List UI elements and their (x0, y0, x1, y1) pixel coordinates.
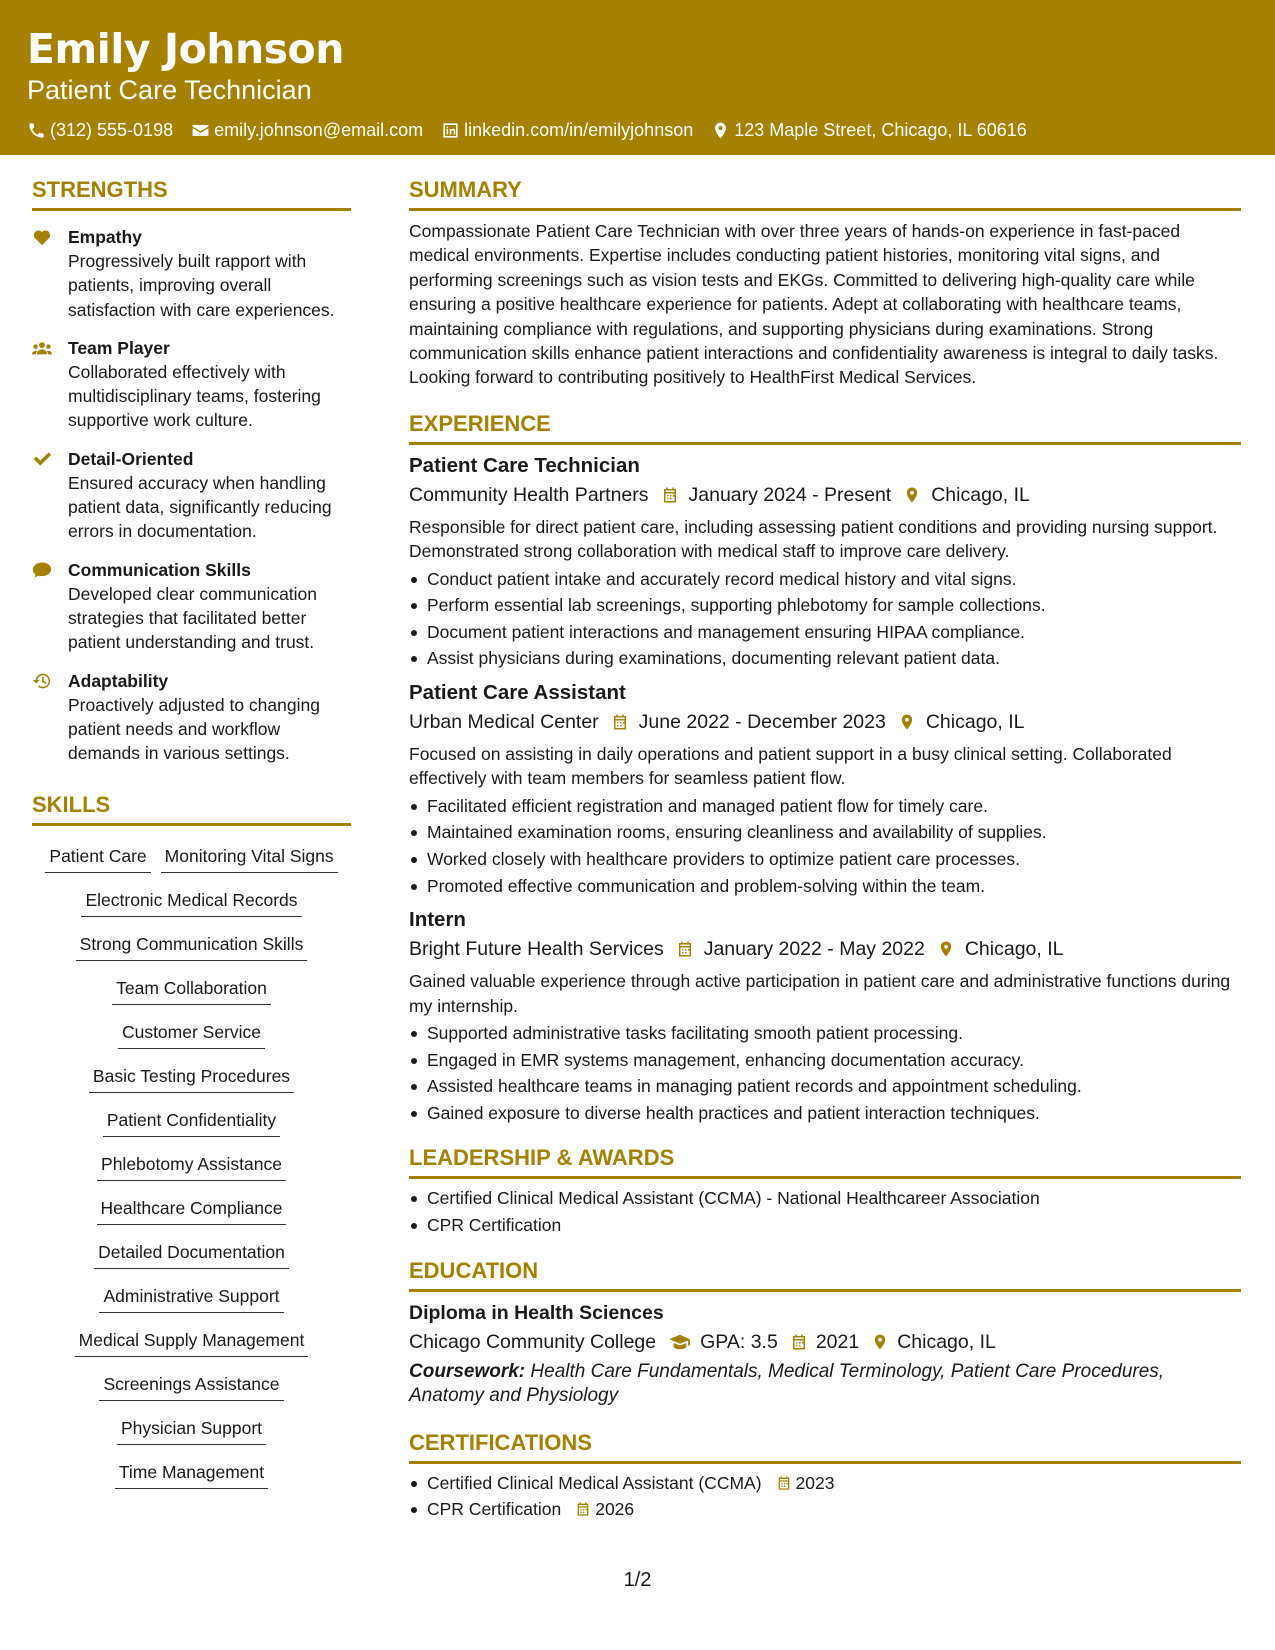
list-item: Certified Clinical Medical Assistant (CCMA) - National Healthcareer Association (409, 1185, 1241, 1212)
contact-bar (27, 118, 1248, 142)
skill-tag: Team Collaboration (112, 974, 271, 1005)
heart-icon (32, 228, 52, 246)
list-item: Promoted effective communication and problem-solving within the team. (409, 873, 1241, 900)
skills-list (32, 834, 351, 1494)
strengths-heading: STRENGTHS (32, 176, 351, 211)
skill-tag: Medical Supply Management (75, 1326, 309, 1357)
calendar-icon (676, 940, 694, 958)
strength-item (32, 225, 351, 322)
cert-name: CPR Certification (427, 1499, 562, 1520)
leadership-list (409, 1185, 1241, 1238)
email-link[interactable]: emily.johnson@email.com (214, 120, 424, 140)
job-bullets (409, 566, 1241, 672)
strength-item (32, 558, 351, 655)
strength-desc: Developed clear communication strategies that facilitated better patient understanding and trust. (68, 583, 318, 653)
education-heading: EDUCATION (409, 1257, 1241, 1292)
users-icon (32, 339, 52, 357)
list-item: Conduct patient intake and accurately record medical history and vital signs. (409, 566, 1241, 593)
cert-year: 2026 (595, 1499, 635, 1520)
contact-address (711, 118, 1027, 142)
job-entry (409, 680, 1241, 899)
skill-tag: Phlebotomy Assistance (97, 1150, 286, 1181)
calendar-icon (611, 713, 629, 731)
coursework (409, 1360, 1241, 1409)
skill-tag: Customer Service (118, 1018, 265, 1049)
cert-year: 2023 (795, 1472, 835, 1493)
job-description: Gained valuable experience through active participation in patient care and administrative functions during my internship. (409, 971, 1231, 1016)
list-item: Worked closely with healthcare providers to optimize patient care processes. (409, 846, 1241, 873)
job-description: Responsible for direct patient care, including assessing patient conditions and providing nursing support. Demonstrated strong collaboration with medical staff to improve care delivery. (409, 516, 1218, 562)
map-pin-icon (871, 1333, 889, 1351)
job-company: Bright Future Health Services (409, 938, 664, 961)
list-item: Document patient interactions and management ensuring HIPAA compliance. (409, 619, 1241, 646)
strength-item (32, 447, 351, 544)
skill-tag: Strong Communication Skills (76, 930, 308, 961)
list-item: Facilitated efficient registration and managed patient flow for timely care. (409, 793, 1241, 820)
job-meta (409, 935, 1241, 963)
list-item (409, 1470, 1241, 1497)
contact-phone (27, 118, 173, 142)
phone-icon (27, 121, 46, 140)
left-column (32, 176, 351, 1494)
skill-tag: Administrative Support (99, 1282, 283, 1313)
job-title: Intern (409, 908, 466, 932)
map-pin-icon (898, 713, 916, 731)
skill-tag: Electronic Medical Records (81, 886, 301, 917)
school-location: Chicago, IL (897, 1330, 996, 1353)
list-item: CPR Certification (409, 1212, 1241, 1239)
job-bullets (409, 1020, 1241, 1126)
summary-text: Compassionate Patient Care Technician with over three years of hands-on experience in fast-paced medical environments. Expertise includes conducting patient histories, monitoring vital signs, and performing screenings such as vision tests and EKGs. Committed to delivering high-quality care while ensuring a positive healthcare experience for patients. Adept at collaborating with healthcare teams, maintaining compliance with regulations, and supporting physicians during examinations. Strong communication skills enhance patient interactions and confidentiality awareness is integral to daily tasks. Looking forward to contributing positively to HealthFirst Medical Services. (409, 221, 1219, 388)
job-meta (409, 481, 1241, 509)
leadership-heading: LEADERSHIP & AWARDS (409, 1144, 1241, 1179)
calendar-icon (790, 1333, 808, 1351)
job-title: Patient Care Assistant (409, 681, 626, 705)
strength-item (32, 669, 351, 766)
linkedin-link[interactable]: linkedin.com/in/emilyjohnson (464, 120, 694, 140)
resume-header (0, 0, 1275, 155)
job-description: Focused on assisting in daily operations and patient support in a busy clinical setting. Collaborated effectively with team members for seamless patient flow. (409, 744, 1172, 789)
strength-title: Team Player (68, 337, 170, 358)
list-item: Assisted healthcare teams in managing patient records and appointment scheduling. (409, 1073, 1241, 1100)
strength-desc: Progressively built rapport with patients, improving overall satisfaction with care experiences. (68, 251, 335, 320)
map-pin-icon (711, 121, 730, 140)
skill-tag: Patient Care (45, 842, 150, 873)
list-item: Gained exposure to diverse health practices and patient interaction techniques. (409, 1100, 1241, 1127)
strength-desc: Proactively adjusted to changing patient needs and workflow demands in various settings. (68, 694, 320, 764)
education-meta (409, 1328, 1241, 1356)
job-dates: January 2022 - May 2022 (703, 938, 925, 961)
list-item: Engaged in EMR systems management, enhancing documentation accuracy. (409, 1047, 1241, 1074)
skill-tag: Time Management (115, 1458, 268, 1489)
job-bullets (409, 793, 1241, 899)
strength-title: Adaptability (68, 670, 169, 691)
skill-tag: Patient Confidentiality (103, 1106, 280, 1137)
job-title: Patient Care Technician (409, 453, 640, 477)
skill-tag: Healthcare Compliance (97, 1194, 287, 1225)
skill-tag: Basic Testing Procedures (89, 1062, 294, 1093)
contact-email[interactable] (191, 118, 423, 142)
strength-title: Communication Skills (68, 559, 251, 580)
strength-desc: Collaborated effectively with multidisciplinary teams, fostering supportive work culture. (68, 361, 321, 431)
candidate-role: Patient Care Technician (27, 75, 312, 105)
cert-name: Certified Clinical Medical Assistant (CCMA) (427, 1472, 762, 1493)
job-company: Community Health Partners (409, 483, 649, 506)
gpa: GPA: 3.5 (700, 1330, 778, 1353)
degree-title: Diploma in Health Sciences (409, 1301, 664, 1324)
job-entry (409, 907, 1241, 1126)
list-item: Assist physicians during examinations, documenting relevant patient data. (409, 645, 1241, 672)
skill-tag: Screenings Assistance (99, 1370, 283, 1401)
address-text: 123 Maple Street, Chicago, IL 60616 (734, 120, 1027, 140)
summary-heading: SUMMARY (409, 176, 1241, 211)
right-column (409, 176, 1241, 1523)
list-item: Supported administrative tasks facilitating smooth patient processing. (409, 1020, 1241, 1047)
map-pin-icon (903, 486, 921, 504)
calendar-icon (575, 1501, 591, 1517)
candidate-name: Emily Johnson (27, 25, 344, 73)
coursework-text: Health Care Fundamentals, Medical Terminology, Patient Care Procedures, Anatomy and Physiology (409, 1360, 1165, 1407)
check-icon (32, 450, 52, 468)
job-dates: January 2024 - Present (688, 483, 892, 506)
skill-tag: Monitoring Vital Signs (161, 842, 338, 873)
calendar-icon (661, 486, 679, 504)
strength-desc: Ensured accuracy when handling patient data, significantly reducing errors in documentation. (68, 472, 332, 542)
speech-bubble-icon (32, 561, 52, 579)
skill-tag: Physician Support (117, 1414, 266, 1445)
certifications-list (409, 1470, 1241, 1523)
contact-linkedin[interactable] (441, 118, 693, 142)
school-name: Chicago Community College (409, 1330, 657, 1353)
envelope-icon (191, 121, 210, 140)
list-item: Perform essential lab screenings, supporting phlebotomy for sample collections. (409, 592, 1241, 619)
skills-heading: SKILLS (32, 791, 351, 826)
calendar-icon (776, 1475, 792, 1491)
job-location: Chicago, IL (964, 938, 1064, 961)
strength-title: Detail-Oriented (68, 448, 194, 469)
job-company: Urban Medical Center (409, 711, 599, 734)
strength-item (32, 336, 351, 433)
skill-tag: Detailed Documentation (94, 1238, 289, 1269)
strength-title: Empathy (68, 227, 142, 247)
job-entry (409, 453, 1241, 672)
history-icon (32, 672, 52, 690)
job-dates: June 2022 - December 2023 (638, 711, 886, 734)
experience-heading: EXPERIENCE (409, 410, 1241, 445)
list-item: Maintained examination rooms, ensuring cleanliness and availability of supplies. (409, 819, 1241, 846)
job-location: Chicago, IL (931, 483, 1030, 506)
page-number: 1/2 (623, 1569, 652, 1591)
phone-text: (312) 555-0198 (50, 120, 174, 140)
linkedin-icon (441, 121, 460, 140)
graduation-year: 2021 (815, 1330, 860, 1353)
coursework-label: Coursework: (409, 1360, 526, 1382)
job-location: Chicago, IL (925, 711, 1025, 734)
map-pin-icon (937, 940, 955, 958)
list-item (409, 1496, 1241, 1523)
job-meta (409, 708, 1241, 736)
graduation-cap-icon (668, 1333, 692, 1351)
certifications-heading: CERTIFICATIONS (409, 1429, 1241, 1464)
